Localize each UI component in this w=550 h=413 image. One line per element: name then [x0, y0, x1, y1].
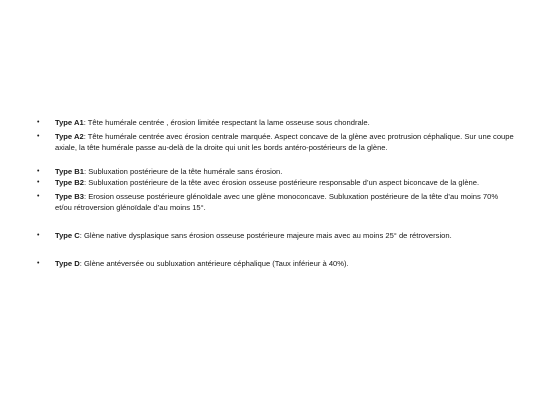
bullet-icon: •: [37, 232, 40, 239]
list-item-type-b3: [37, 191, 515, 213]
item-text: : Erosion osseuse postérieure glénoïdale avec une glène monoconcave. Subluxation postérieure de la tête d’au moins 70% et/ou rétroversion glénoïdale d’au moins 15°.: [55, 192, 499, 212]
list-item-type-c: [37, 230, 515, 241]
list-item-type-a1: [37, 117, 515, 128]
bullet-icon: •: [37, 119, 40, 126]
list-item-type-d: [37, 258, 515, 269]
bullet-icon: •: [37, 179, 40, 186]
item-label: Type A2: [55, 132, 84, 141]
item-text: : Subluxation postérieure de la tête avec érosion osseuse postérieure responsable d’un aspect biconcave de la glène.: [83, 178, 480, 187]
item-label: Type D: [55, 259, 80, 268]
bullet-icon: •: [37, 193, 40, 200]
item-text: : Tête humérale centrée avec érosion centrale marquée. Aspect concave de la glène avec protrusion céphalique. Sur une coupe axiale, la tête humérale passe au-delà de la droite qui unit les bords antéro-postérieurs de la glène.: [55, 132, 514, 152]
classification-list: [37, 117, 515, 269]
bullet-icon: •: [37, 260, 40, 267]
item-text: : Glène native dysplasique sans érosion osseuse postérieure majeure mais avec au moins 25° de rétroversion.: [79, 231, 452, 240]
list-item-type-b2: [37, 177, 515, 188]
bullet-icon: •: [37, 133, 40, 140]
bullet-icon: •: [37, 168, 40, 175]
list-item-type-a2: [37, 131, 515, 153]
item-text: : Glène antéversée ou subluxation antérieure céphalique (Taux inférieur à 40%).: [79, 259, 349, 268]
item-label: Type C: [55, 231, 80, 240]
item-label: Type B2: [55, 178, 84, 187]
item-text: : Tête humérale centrée , érosion limitée respectant la lame osseuse sous chondrale.: [83, 118, 370, 127]
item-label: Type B1: [55, 167, 84, 176]
item-label: Type B3: [55, 192, 84, 201]
list-item-type-b1: [37, 166, 515, 177]
item-text: : Subluxation postérieure de la tête humérale sans érosion.: [83, 167, 283, 176]
item-label: Type A1: [55, 118, 84, 127]
